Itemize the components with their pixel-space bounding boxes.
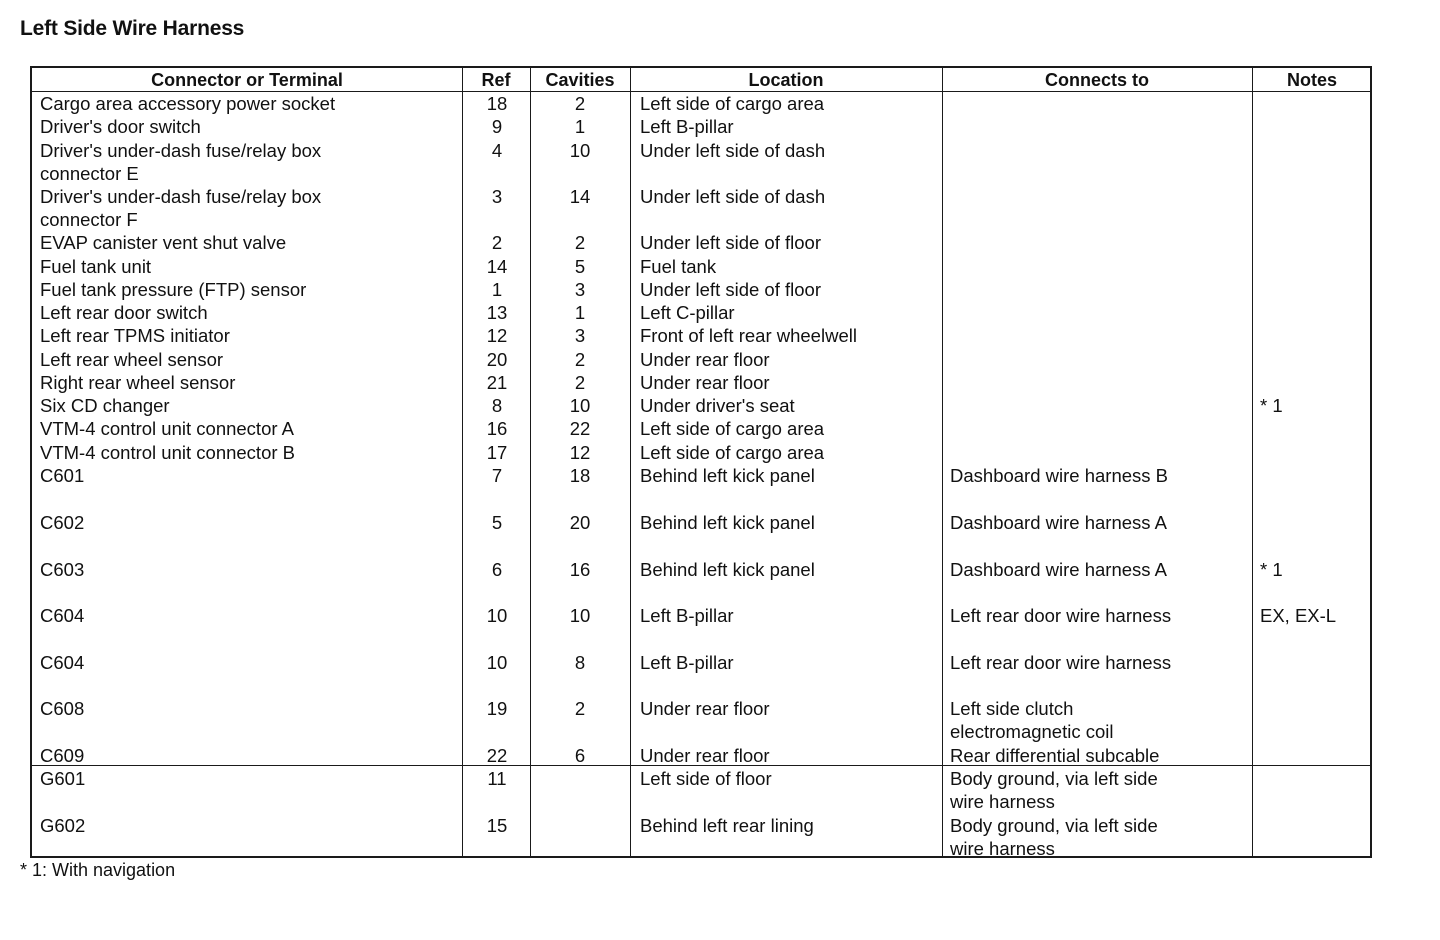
location-cell: Under left side of floor bbox=[640, 232, 821, 253]
ref-cell: 22 bbox=[486, 745, 508, 766]
connects-to-cell: Dashboard wire harness B bbox=[950, 465, 1168, 486]
cavities-cell: 12 bbox=[569, 442, 591, 463]
connector-cell: G601 bbox=[40, 768, 86, 789]
cavities-cell: 16 bbox=[569, 559, 591, 580]
connector-cell: Fuel tank unit bbox=[40, 256, 152, 277]
connects-to-cell: Rear differential subcable bbox=[950, 745, 1160, 766]
cavities-cell: 10 bbox=[569, 605, 591, 626]
connector-cell: Fuel tank pressure (FTP) sensor bbox=[40, 279, 307, 300]
connector-cell: C602 bbox=[40, 512, 85, 533]
cavities-cell: 22 bbox=[569, 418, 591, 439]
ref-cell: 7 bbox=[491, 465, 503, 486]
ref-cell: 20 bbox=[486, 349, 508, 370]
ref-cell: 17 bbox=[486, 442, 508, 463]
location-cell: Left side of cargo area bbox=[640, 418, 825, 439]
connector-cell: VTM-4 control unit connector A bbox=[40, 418, 294, 439]
location-cell: Left side of floor bbox=[640, 768, 772, 789]
cavities-cell: 14 bbox=[569, 186, 591, 207]
column-divider bbox=[462, 68, 463, 856]
cavities-cell: 3 bbox=[574, 279, 586, 300]
cavities-cell: 1 bbox=[574, 302, 586, 323]
ref-cell: 18 bbox=[486, 93, 508, 114]
connector-cell: Right rear wheel sensor bbox=[40, 372, 236, 393]
connector-cell: Driver's door switch bbox=[40, 116, 201, 137]
ref-cell: 13 bbox=[486, 302, 508, 323]
ref-cell: 1 bbox=[491, 279, 503, 300]
location-cell: Under left side of dash bbox=[640, 186, 826, 207]
location-cell: Left C-pillar bbox=[640, 302, 735, 323]
location-cell: Fuel tank bbox=[640, 256, 717, 277]
connector-cell: EVAP canister vent shut valve bbox=[40, 232, 287, 253]
connects-to-cell: Left rear door wire harness bbox=[950, 652, 1172, 673]
ref-cell: 14 bbox=[486, 256, 508, 277]
connector-cell: Left rear wheel sensor bbox=[40, 349, 224, 370]
connects-to-cell: Left rear door wire harness bbox=[950, 605, 1172, 626]
cavities-cell: 8 bbox=[574, 652, 586, 673]
connector-cell: VTM-4 control unit connector B bbox=[40, 442, 295, 463]
location-cell: Under left side of dash bbox=[640, 140, 826, 161]
ref-cell: 15 bbox=[486, 815, 508, 836]
location-cell: Under driver's seat bbox=[640, 395, 795, 416]
header-ref: Ref bbox=[481, 70, 511, 90]
wire-harness-table bbox=[30, 66, 1372, 858]
ref-cell: 12 bbox=[486, 325, 508, 346]
cavities-cell: 18 bbox=[569, 465, 591, 486]
location-cell: Left side of cargo area bbox=[640, 93, 825, 114]
connector-cell: C601 bbox=[40, 465, 85, 486]
ref-cell: 3 bbox=[491, 186, 503, 207]
connects-to-cell: Left side clutch electromagnetic coil bbox=[950, 698, 1114, 742]
cavities-cell: 2 bbox=[574, 93, 586, 114]
column-divider bbox=[942, 68, 943, 856]
ref-cell: 6 bbox=[491, 559, 503, 580]
notes-cell: * 1 bbox=[1260, 559, 1283, 580]
location-cell: Under rear floor bbox=[640, 372, 770, 393]
connector-cell: Driver's under-dash fuse/relay box connector F bbox=[40, 186, 322, 230]
page-title: Left Side Wire Harness bbox=[20, 17, 245, 40]
location-cell: Under rear floor bbox=[640, 349, 770, 370]
cavities-cell: 20 bbox=[569, 512, 591, 533]
cavities-cell: 3 bbox=[574, 325, 586, 346]
notes-cell: EX, EX-L bbox=[1260, 605, 1337, 626]
location-cell: Under rear floor bbox=[640, 745, 770, 766]
connector-cell: C603 bbox=[40, 559, 85, 580]
ref-cell: 11 bbox=[487, 768, 507, 789]
cavities-cell: 2 bbox=[574, 232, 586, 253]
ref-cell: 21 bbox=[486, 372, 508, 393]
location-cell: Left B-pillar bbox=[640, 652, 734, 673]
cavities-cell: 2 bbox=[574, 349, 586, 370]
cavities-cell: 1 bbox=[574, 116, 586, 137]
connector-cell: C609 bbox=[40, 745, 85, 766]
header-connector: Connector or Terminal bbox=[151, 70, 343, 90]
ref-cell: 5 bbox=[491, 512, 503, 533]
cavities-cell: 10 bbox=[569, 395, 591, 416]
header-location: Location bbox=[748, 70, 824, 90]
connector-cell: Left rear door switch bbox=[40, 302, 208, 323]
connector-cell: Driver's under-dash fuse/relay box connector E bbox=[40, 140, 322, 184]
ref-cell: 19 bbox=[486, 698, 508, 719]
ref-cell: 16 bbox=[486, 418, 508, 439]
connects-to-cell: Body ground, via left side wire harness bbox=[950, 815, 1158, 859]
connector-cell: G602 bbox=[40, 815, 86, 836]
header-cavities: Cavities bbox=[545, 70, 615, 90]
ref-cell: 8 bbox=[491, 395, 503, 416]
column-divider bbox=[530, 68, 531, 856]
connects-to-cell: Dashboard wire harness A bbox=[950, 512, 1167, 533]
location-cell: Behind left kick panel bbox=[640, 465, 815, 486]
connects-to-cell: Dashboard wire harness A bbox=[950, 559, 1167, 580]
footnote: * 1: With navigation bbox=[20, 860, 176, 880]
cavities-cell: 10 bbox=[569, 140, 591, 161]
location-cell: Under rear floor bbox=[640, 698, 770, 719]
ref-cell: 10 bbox=[486, 605, 508, 626]
notes-cell: * 1 bbox=[1260, 395, 1283, 416]
header-notes: Notes bbox=[1286, 70, 1337, 90]
location-cell: Behind left kick panel bbox=[640, 512, 815, 533]
location-cell: Behind left kick panel bbox=[640, 559, 815, 580]
location-cell: Left side of cargo area bbox=[640, 442, 825, 463]
ref-cell: 2 bbox=[491, 232, 503, 253]
ref-cell: 4 bbox=[491, 140, 503, 161]
connector-cell: C604 bbox=[40, 652, 85, 673]
ref-cell: 9 bbox=[491, 116, 503, 137]
location-cell: Under left side of floor bbox=[640, 279, 821, 300]
cavities-cell: 2 bbox=[574, 372, 586, 393]
header-connects-to: Connects to bbox=[1044, 70, 1149, 90]
connector-cell: C608 bbox=[40, 698, 85, 719]
connector-cell: Cargo area accessory power socket bbox=[40, 93, 336, 114]
location-cell: Left B-pillar bbox=[640, 605, 734, 626]
location-cell: Left B-pillar bbox=[640, 116, 734, 137]
ref-cell: 10 bbox=[486, 652, 508, 673]
cavities-cell: 5 bbox=[574, 256, 586, 277]
location-cell: Behind left rear lining bbox=[640, 815, 814, 836]
column-divider bbox=[630, 68, 631, 856]
connector-cell: Six CD changer bbox=[40, 395, 170, 416]
cavities-cell: 6 bbox=[574, 745, 586, 766]
cavities-cell: 2 bbox=[574, 698, 586, 719]
connects-to-cell: Body ground, via left side wire harness bbox=[950, 768, 1158, 812]
column-divider bbox=[1252, 68, 1253, 856]
location-cell: Front of left rear wheelwell bbox=[640, 325, 857, 346]
connector-cell: C604 bbox=[40, 605, 85, 626]
connector-cell: Left rear TPMS initiator bbox=[40, 325, 230, 346]
